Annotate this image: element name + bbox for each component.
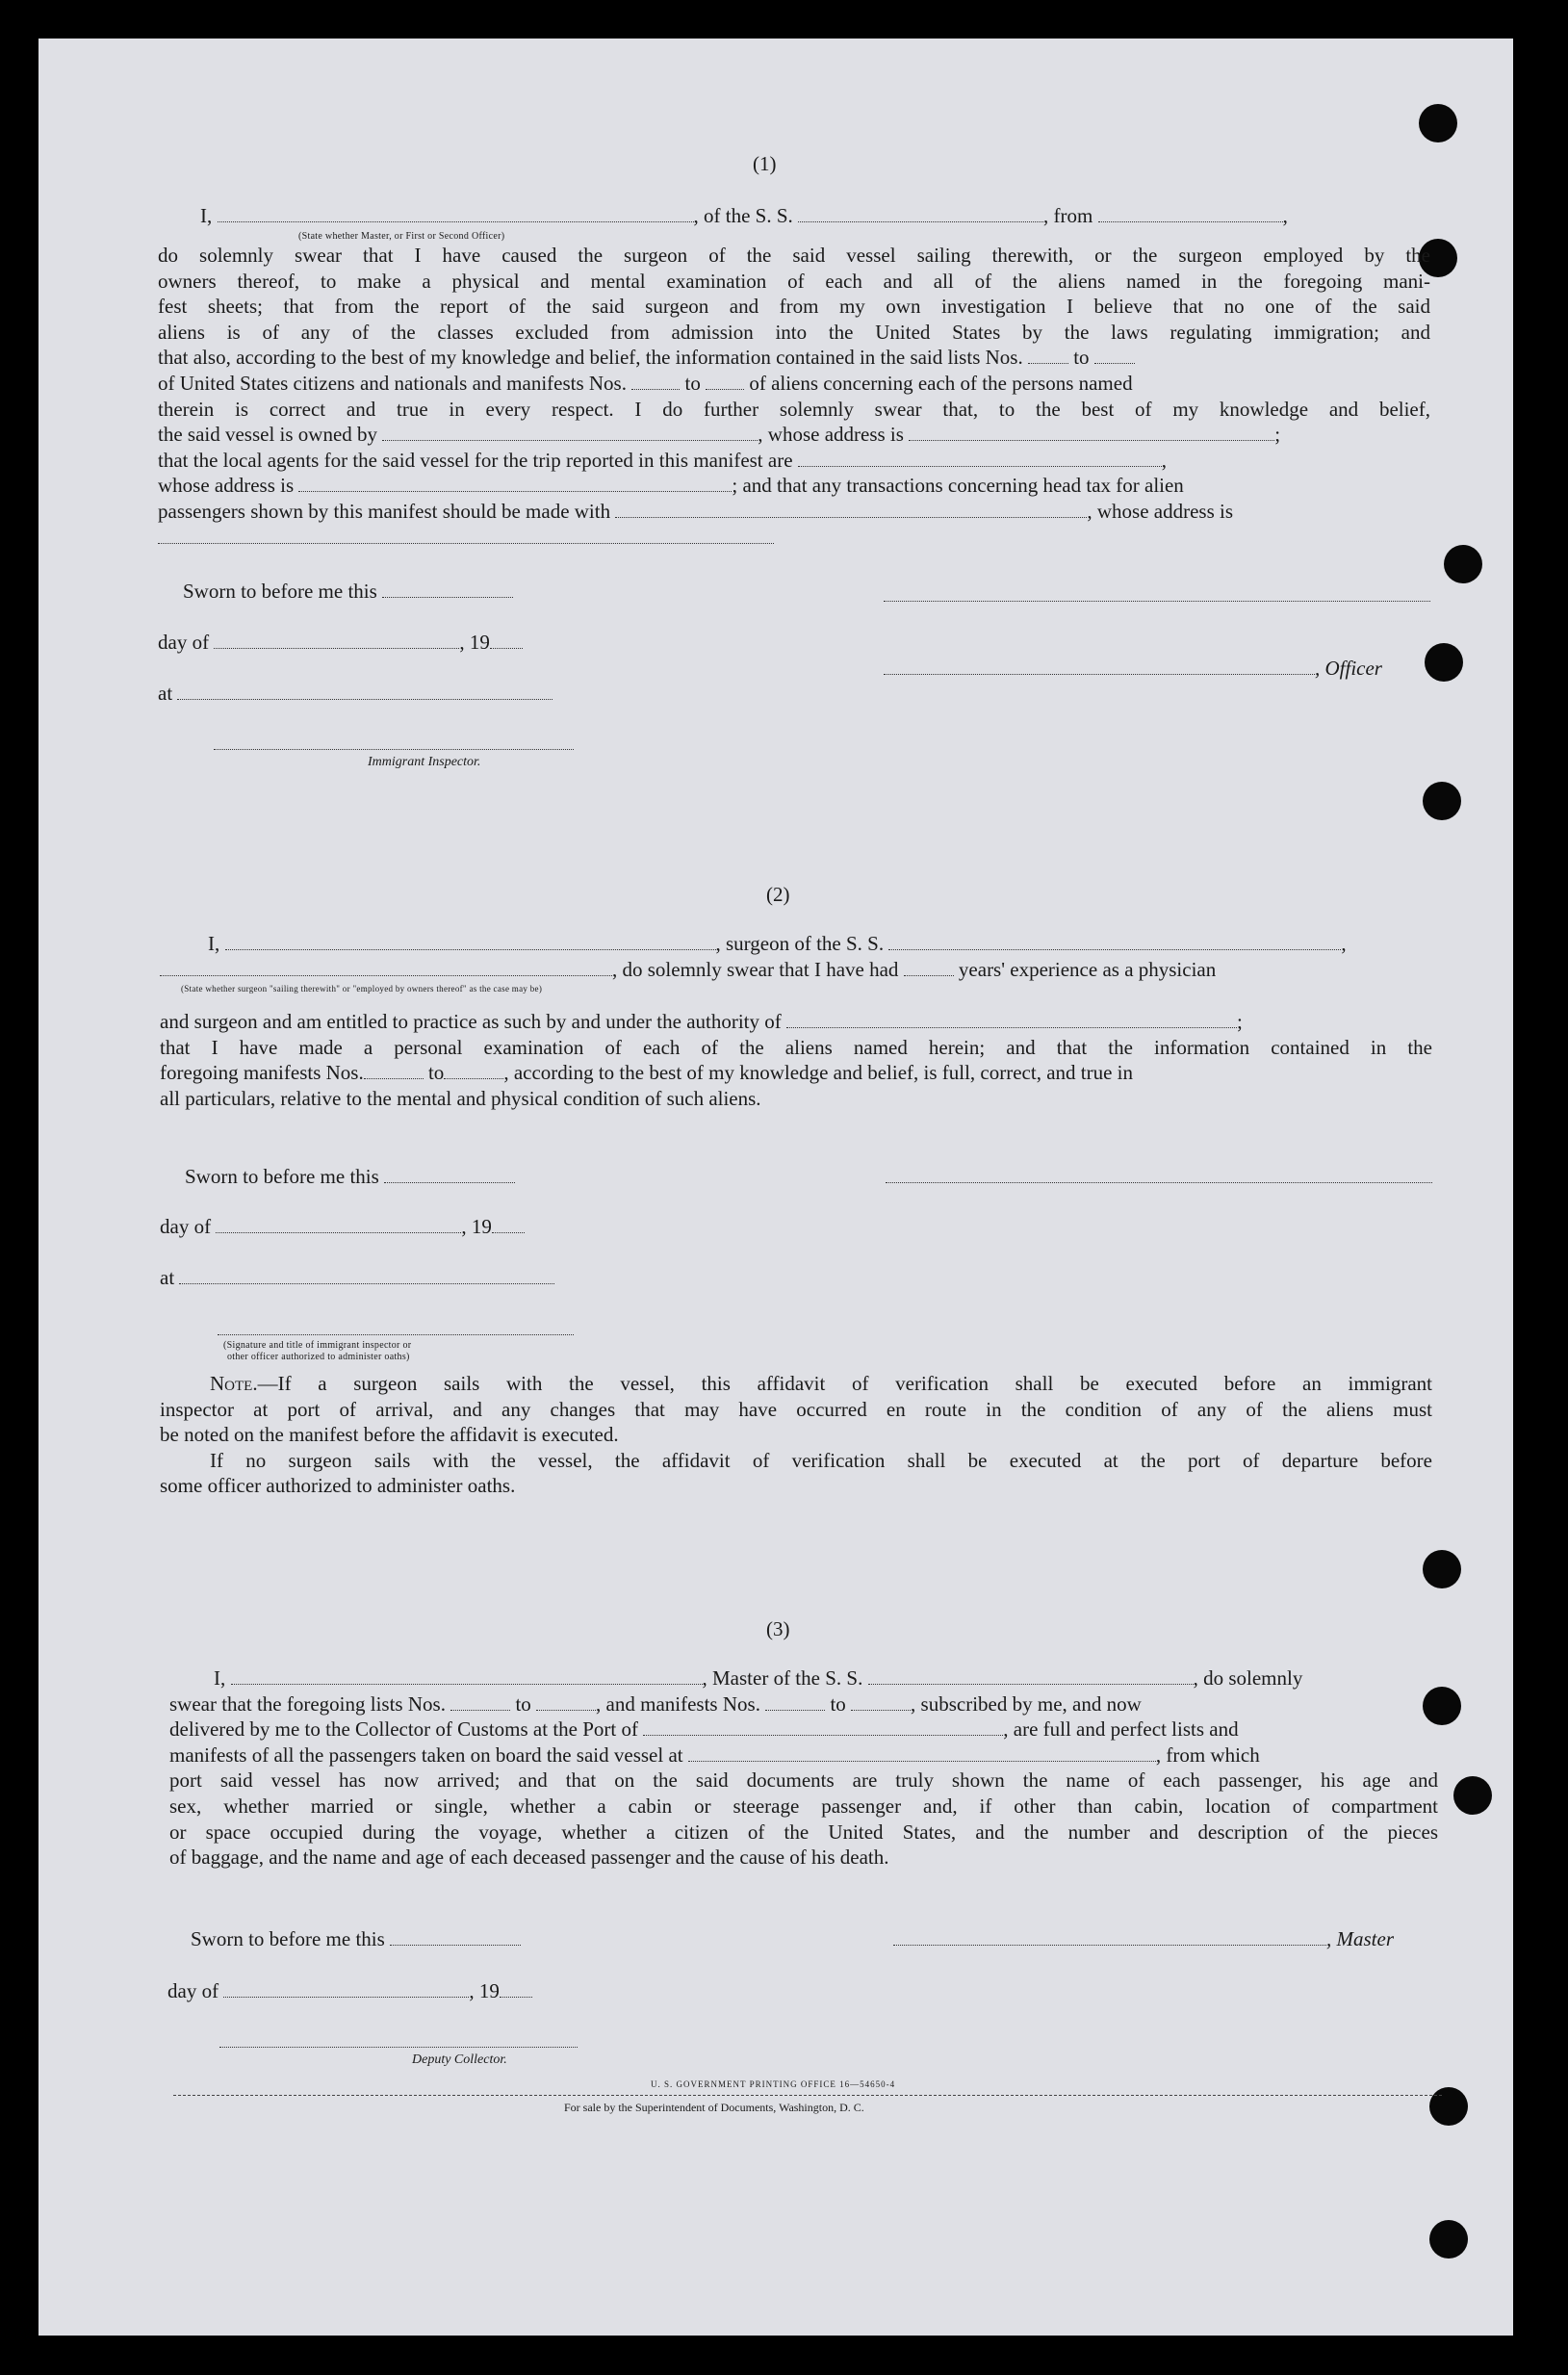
signature-note: other officer authorized to administer oaths) [227,1352,410,1362]
text-line [158,422,1430,448]
text: day of [160,1215,212,1238]
text: to [830,1691,846,1716]
blank-field[interactable] [214,631,459,649]
blank-field[interactable] [688,1743,1156,1762]
text: day of [158,631,210,654]
blank-field[interactable] [615,500,1087,518]
blank-field[interactable] [390,1927,521,1946]
note-paragraph [160,1371,1432,1499]
section1-header-line [200,204,1288,228]
deputy-caption: Deputy Collector. [412,2052,507,2067]
text: , surgeon of the S. S. [715,932,885,955]
blank-field[interactable] [786,1010,1237,1028]
text: , [1161,448,1168,472]
blank-field[interactable] [1094,346,1135,364]
blank-field[interactable] [904,958,954,976]
text: , 19 [459,631,490,654]
printing-office-note: U. S. GOVERNMENT PRINTING OFFICE 16—54650-4 [651,2079,896,2089]
text: I, [214,1666,226,1690]
blank-field[interactable] [223,1979,469,1998]
text-line: sex, whether married or single, whether a cabin or steerage passenger and, if other than cabin, location of compartment [169,1794,1438,1818]
text-line: be noted on the manifest before the affidavit is executed. [160,1423,619,1447]
text-line [158,499,1430,525]
blank-field[interactable] [160,958,612,976]
text: , are full and perfect lists and [1003,1717,1239,1742]
text: I, [208,932,220,955]
text-line: fest sheets; that from the report of the said surgeon and from my own investigation I believe that no one of the said [158,295,1430,319]
blank-field[interactable] [798,449,1162,467]
text-line [160,1060,1432,1086]
binder-hole [1425,643,1463,682]
text-line: do solemnly swear that I have caused the surgeon of the said vessel sailing therewith, or the surgeon employed by the [158,244,1430,267]
text: whose address is [158,474,295,498]
text: , Master [1326,1927,1394,1950]
blank-field[interactable] [631,372,680,390]
footer-rule [173,2095,1442,2096]
text: ; and that any transactions concerning head tax for alien [732,474,1184,498]
at-line [158,682,553,706]
signature-line[interactable] [218,1334,574,1335]
blank-field[interactable] [1098,204,1283,222]
state-note: (State whether Master, or First or Second Officer) [298,231,505,242]
master-line [893,1927,1394,1951]
text: swear that the foregoing lists Nos. [169,1691,446,1716]
text: I, [200,204,213,227]
text: , [1341,932,1347,955]
blank-field[interactable] [706,372,744,390]
blank-field[interactable] [490,631,523,649]
blank-field[interactable] [500,1979,532,1998]
sworn-line [191,1927,521,1951]
text-line: all particulars, relative to the mental and physical condition of such aliens. [160,1086,761,1110]
blank-field[interactable] [364,1061,424,1079]
text-line: or space occupied during the voyage, whether a citizen of the United States, and the number and description of the pieces [169,1820,1438,1844]
section3-paragraph [169,1665,1438,1871]
blank-field[interactable] [218,204,694,222]
blank-field[interactable] [893,1927,1326,1946]
blank-field[interactable] [643,1717,1003,1736]
text-line [169,1717,1438,1743]
text: , and manifests Nos. [596,1691,760,1716]
text: , subscribed by me, and now [911,1691,1142,1716]
document-page [39,39,1513,2336]
text: to [515,1691,531,1716]
day-of-line [158,631,523,655]
blank-field[interactable] [492,1215,525,1233]
binder-hole [1429,2220,1468,2259]
text: day of [167,1979,219,2002]
text: at [158,682,173,705]
text: , do solemnly [1193,1666,1303,1690]
text: ; [1237,1010,1243,1033]
blank-field[interactable] [384,1165,515,1183]
text: ; [1274,423,1281,447]
binder-hole [1419,104,1457,142]
text: , from which [1155,1743,1260,1767]
blank-field[interactable] [450,1692,510,1711]
text-line: that I have made a personal examination of each of the aliens named herein; and that the information contained in the [160,1035,1432,1059]
text: passengers shown by this manifest should be made with [158,499,611,523]
blank-field[interactable] [158,526,774,544]
blank-field[interactable] [851,1692,911,1711]
section2-swear-line [160,958,1216,982]
blank-field[interactable] [179,1266,554,1284]
text: the said vessel is owned by [158,423,378,447]
text: , 19 [461,1215,492,1238]
binder-hole [1453,1776,1492,1815]
text-line [160,1009,1432,1035]
sworn-line [183,580,513,604]
text: to [684,371,701,395]
note-heading: Note. [210,1372,258,1395]
binder-hole [1444,545,1482,583]
text-line [158,345,1430,371]
binder-hole [1429,2087,1468,2126]
text-line: owners thereof, to make a physical and mental examination of each and all of the aliens named in the foregoing mani- [158,269,1430,293]
sworn-line [185,1165,515,1189]
text: , whose address is [758,423,904,447]
at-line [160,1266,554,1290]
text: Sworn to before me this [185,1165,379,1188]
text: Sworn to before me this [191,1927,385,1950]
text-line [160,1371,1432,1397]
inspector-caption: Immigrant Inspector. [368,755,481,769]
text-line: some officer authorized to administer oaths. [160,1474,516,1498]
text: , Officer [1315,657,1382,680]
blank-field[interactable] [177,682,553,700]
text-line [169,1743,1438,1768]
signature-line[interactable] [886,1182,1432,1183]
binder-hole [1423,1550,1461,1588]
officer-line [884,657,1382,681]
text-line [158,525,1430,551]
text: of United States citizens and nationals and manifests Nos. [158,371,627,395]
state-note: (State whether surgeon "sailing therewith" or "employed by owners thereof" as the case may be) [181,984,543,994]
blank-field[interactable] [216,1215,461,1233]
text: , according to the best of my knowledge and belief, is full, correct, and true in [503,1061,1134,1085]
blank-field[interactable] [884,657,1315,675]
blank-field[interactable] [382,580,513,598]
text: , [1282,204,1288,227]
text-line: inspector at port of arrival, and any changes that may have occurred en route in the condition of any of the aliens must [160,1397,1432,1421]
section2-paragraph [160,1009,1432,1111]
text-line: of baggage, and the name and age of each deceased passenger and the cause of his death. [169,1846,889,1870]
section-number: (2) [766,883,790,906]
text: , from [1043,204,1093,227]
section2-header-line [208,932,1347,956]
text-line [158,371,1430,397]
signature-line[interactable] [219,2047,578,2048]
text-line [169,1665,1438,1691]
text: , 19 [469,1979,500,2002]
blank-field[interactable] [225,932,716,950]
binder-hole [1423,782,1461,820]
text-line: If no surgeon sails with the vessel, the affidavit of verification shall be executed at the port of departure before [210,1448,1432,1472]
text-line [158,473,1430,499]
text-line: therein is correct and true in every respect. I do further solemnly swear that, to the best of my knowledge and belief, [158,397,1430,421]
section-number: (3) [766,1617,790,1640]
text: that also, according to the best of my knowledge and belief, the information contained in the said lists Nos. [158,346,1023,370]
text-line: port said vessel has now arrived; and that on the said documents are truly shown the name of each passenger, his age and [169,1768,1438,1793]
blank-field[interactable] [298,474,732,492]
text-line [158,448,1430,474]
signature-line[interactable] [884,601,1430,602]
text-line [169,1691,1438,1717]
text: delivered by me to the Collector of Customs at the Port of [169,1717,638,1742]
text: , Master of the S. S. [702,1666,863,1690]
text: of aliens concerning each of the persons named [749,371,1133,395]
blank-field[interactable] [382,423,758,441]
text: years' experience as a physician [958,958,1217,981]
blank-field[interactable] [909,423,1274,441]
blank-field[interactable] [765,1692,825,1711]
text: , whose address is [1087,499,1234,523]
text: at [160,1266,175,1289]
sale-note: For sale by the Superintendent of Documents, Washington, D. C. [564,2101,864,2114]
blank-field[interactable] [868,1666,1194,1685]
day-of-line [160,1215,525,1239]
section-number: (1) [753,152,777,175]
text: that the local agents for the said vessel for the trip reported in this manifest are [158,448,793,472]
text: —If a surgeon sails with the vessel, this affidavit of verification shall be executed before an immigrant [257,1372,1432,1395]
signature-note: (Signature and title of immigrant inspector or [223,1340,412,1351]
text: , do solemnly swear that I have had [612,958,899,981]
blank-field[interactable] [798,204,1043,222]
text: manifests of all the passengers taken on board the said vessel at [169,1743,683,1767]
section1-paragraph [158,243,1430,550]
blank-field[interactable] [231,1666,703,1685]
text: and surgeon and am entitled to practice as such by and under the authority of [160,1010,782,1033]
blank-field[interactable] [1028,346,1068,364]
text: , of the S. S. [693,204,793,227]
text: foregoing manifests Nos. [160,1061,364,1085]
text: Sworn to before me this [183,580,377,603]
text: to [1073,346,1090,370]
blank-field[interactable] [536,1692,596,1711]
blank-field[interactable] [444,1061,503,1079]
signature-line[interactable] [214,749,574,750]
text-line: aliens is of any of the classes excluded from admission into the United States by the laws regulating immigration; and [158,320,1430,344]
day-of-line [167,1979,532,2003]
text: to [427,1061,445,1085]
blank-field[interactable] [888,932,1341,950]
